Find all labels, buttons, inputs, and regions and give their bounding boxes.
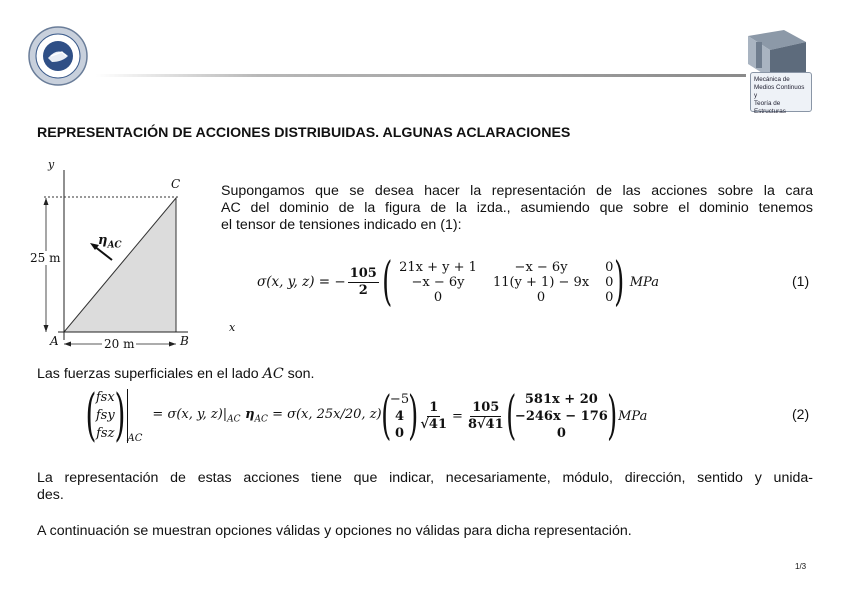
equation-1: σ(x, y, z) = − $\frac{105}{2}$ ( 21x + y + 1 −x − 6y 0 −x − 6y 11(y + 1) − 9x 0 0 0 0 ) MPa xyxy=(257,252,659,312)
label-normal: $\eta_{AC}$ xyxy=(98,233,122,251)
equation-2: ( fsx fsy fsz ) AC = σ(x, y, $z)|_{AC}$ $\eta_{AC} = \sigma(x$, 25x/20, z) ( −5 4 0 ) $\frac{1}{√41}$ = $\frac{105}{8√41}$ ( 581x + 20 −246x − 176 0 ) MPa xyxy=(85,383,648,448)
eq2-number: (2) xyxy=(792,406,810,422)
eq2-fraction-2: $\frac{105}{8√41}$ xyxy=(467,399,504,432)
eq2-unit: MPa xyxy=(618,408,648,424)
eq1-lhs: σ(x, y, z) = − xyxy=(257,274,346,290)
eq2-result-vector: 581x + 20 −246x − 176 0 xyxy=(514,391,608,441)
university-logo xyxy=(26,26,90,86)
eq2-mid1: = σ(x, y, $z)|_{AC}$ $\eta_{AC} = \sigma(x$, 25x/20, z) xyxy=(152,407,382,425)
label-height: 25 m xyxy=(30,251,61,265)
paragraph-2: La representación de estas acciones tiene que indicar, necesariamente, módulo, dirección, sentido y unida- des. xyxy=(37,470,813,503)
eq1-unit: MPa xyxy=(629,274,659,290)
eq1-matrix: 21x + y + 1 −x − 6y 0 −x − 6y 11(y + 1) − 9x 0 0 0 0 xyxy=(399,259,614,305)
eq2-lhs-vector: fsx fsy fsz xyxy=(95,390,115,441)
eq1-number: (1) xyxy=(792,273,810,289)
department-logo-text: Mecánica de Medios Continuos y Teoría de Estructuras xyxy=(750,72,812,112)
page-title: REPRESENTACIÓN DE ACCIONES DISTRIBUIDAS. ALGUNAS ACLARACIONES xyxy=(37,125,571,141)
eq1-fraction: $\frac{105}{2}$ xyxy=(349,265,377,298)
label-c: C xyxy=(171,177,181,191)
intro-paragraph: Supongamos que se desea hacer la representación de las acciones sobre la cara AC del dominio de la figura de la izda., asumiendo que sobre el dominio tenemos el tensor de tensiones indicado en (1): xyxy=(221,183,813,233)
label-x: x xyxy=(229,321,236,334)
domain-figure xyxy=(28,160,198,354)
paragraph-3: A continuación se muestran opciones válidas y opciones no válidas para dicha representación. xyxy=(37,523,632,539)
department-logo xyxy=(744,28,818,114)
header-rule xyxy=(96,74,746,77)
triangle-domain xyxy=(64,198,176,332)
label-b: B xyxy=(180,334,189,348)
eq2-normal-vector: −5 4 0 xyxy=(389,391,410,441)
eq2-fraction-1: $\frac{1}{√41}$ xyxy=(420,399,448,432)
forces-intro: Las fuerzas superficiales en el lado AC son. xyxy=(37,366,315,382)
label-width: 20 m xyxy=(104,337,135,351)
label-a: A xyxy=(50,334,59,348)
page-number: 1/3 xyxy=(795,562,807,571)
label-y: y xyxy=(48,158,55,171)
